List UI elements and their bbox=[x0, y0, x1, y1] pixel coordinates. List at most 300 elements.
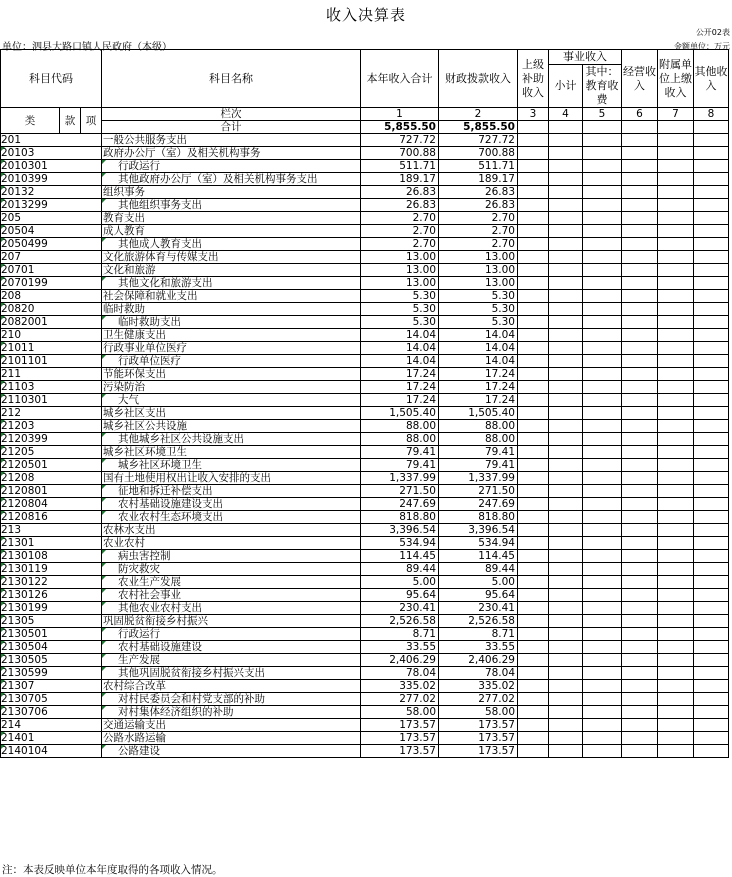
empty-cell bbox=[518, 472, 549, 485]
subject-code-cell: 2130126 bbox=[1, 589, 102, 602]
empty-cell bbox=[549, 576, 583, 589]
table-row bbox=[1, 186, 729, 199]
total-income-cell: 17.24 bbox=[361, 381, 439, 394]
subject-code-cell: 2120804 bbox=[1, 498, 102, 511]
empty-cell bbox=[658, 485, 694, 498]
empty-cell bbox=[622, 381, 658, 394]
table-row bbox=[1, 433, 729, 446]
empty-cell bbox=[549, 589, 583, 602]
table-row bbox=[1, 394, 729, 407]
empty-cell bbox=[549, 615, 583, 628]
empty-cell bbox=[549, 407, 583, 420]
total-income-cell: 511.71 bbox=[361, 160, 439, 173]
subject-code-cell: 21305 bbox=[1, 615, 102, 628]
subject-name-cell: 农业农村生态环境支出 bbox=[102, 511, 361, 524]
empty-cell bbox=[622, 212, 658, 225]
col-num: 5 bbox=[583, 108, 622, 121]
empty-cell bbox=[694, 745, 729, 758]
header-class: 类 bbox=[1, 108, 60, 134]
empty-cell bbox=[518, 225, 549, 238]
empty-cell bbox=[694, 485, 729, 498]
total-income-cell: 8.71 bbox=[361, 628, 439, 641]
subject-name-cell: 农村综合改革 bbox=[102, 680, 361, 693]
empty-cell bbox=[549, 485, 583, 498]
empty-cell bbox=[622, 355, 658, 368]
empty-cell bbox=[694, 446, 729, 459]
empty-cell bbox=[583, 121, 622, 134]
subject-code-cell: 21011 bbox=[1, 342, 102, 355]
empty-cell bbox=[694, 459, 729, 472]
fiscal-allocation-cell: 247.69 bbox=[439, 498, 518, 511]
empty-cell bbox=[658, 628, 694, 641]
empty-cell bbox=[694, 160, 729, 173]
empty-cell bbox=[549, 680, 583, 693]
subject-name-cell: 行政单位医疗 bbox=[102, 355, 361, 368]
empty-cell bbox=[583, 485, 622, 498]
table-row bbox=[1, 654, 729, 667]
empty-cell bbox=[658, 589, 694, 602]
empty-cell bbox=[583, 394, 622, 407]
subject-name-cell: 城乡社区公共设施 bbox=[102, 420, 361, 433]
subject-name-cell: 农村基础设施建设 bbox=[102, 641, 361, 654]
total-income-cell: 818.80 bbox=[361, 511, 439, 524]
table-row bbox=[1, 238, 729, 251]
header-education-fee: 其中：教育收费 bbox=[583, 65, 622, 108]
empty-cell bbox=[549, 472, 583, 485]
empty-cell bbox=[549, 654, 583, 667]
fiscal-allocation-cell: 17.24 bbox=[439, 368, 518, 381]
empty-cell bbox=[518, 186, 549, 199]
empty-cell bbox=[518, 303, 549, 316]
total-income-cell: 700.88 bbox=[361, 147, 439, 160]
empty-cell bbox=[622, 472, 658, 485]
empty-cell bbox=[549, 433, 583, 446]
empty-cell bbox=[658, 680, 694, 693]
unit-label: 单位：泗县大路口镇人民政府（本级） bbox=[2, 42, 172, 53]
empty-cell bbox=[518, 498, 549, 511]
total-income-cell: 5.00 bbox=[361, 576, 439, 589]
empty-cell bbox=[583, 407, 622, 420]
subject-name-cell: 社会保障和就业支出 bbox=[102, 290, 361, 303]
total-income-cell: 534.94 bbox=[361, 537, 439, 550]
empty-cell bbox=[583, 745, 622, 758]
empty-cell bbox=[518, 368, 549, 381]
subject-code-cell: 2130122 bbox=[1, 576, 102, 589]
empty-cell bbox=[583, 563, 622, 576]
empty-cell bbox=[622, 264, 658, 277]
empty-cell bbox=[694, 134, 729, 147]
empty-cell bbox=[549, 368, 583, 381]
fiscal-allocation-cell: 14.04 bbox=[439, 342, 518, 355]
subject-name-cell: 巩固脱贫衔接乡村振兴 bbox=[102, 615, 361, 628]
table-row bbox=[1, 277, 729, 290]
empty-cell bbox=[658, 199, 694, 212]
table-row bbox=[1, 355, 729, 368]
empty-cell bbox=[622, 563, 658, 576]
empty-cell bbox=[583, 498, 622, 511]
total-income-cell: 89.44 bbox=[361, 563, 439, 576]
table-row bbox=[1, 420, 729, 433]
subject-name-cell: 污染防治 bbox=[102, 381, 361, 394]
empty-cell bbox=[658, 355, 694, 368]
empty-cell bbox=[694, 407, 729, 420]
subject-name-cell: 征地和拆迁补偿支出 bbox=[102, 485, 361, 498]
fiscal-allocation-cell: 277.02 bbox=[439, 693, 518, 706]
subject-code-cell: 21205 bbox=[1, 446, 102, 459]
empty-cell bbox=[694, 602, 729, 615]
header-subject-name: 科目名称 bbox=[102, 50, 361, 108]
empty-cell bbox=[583, 368, 622, 381]
subject-name-cell: 行政运行 bbox=[102, 628, 361, 641]
total-income-cell: 727.72 bbox=[361, 134, 439, 147]
empty-cell bbox=[583, 199, 622, 212]
empty-cell bbox=[694, 290, 729, 303]
empty-cell bbox=[658, 160, 694, 173]
empty-cell bbox=[583, 420, 622, 433]
empty-cell bbox=[549, 199, 583, 212]
empty-cell bbox=[518, 576, 549, 589]
empty-cell bbox=[694, 615, 729, 628]
fiscal-allocation-cell: 534.94 bbox=[439, 537, 518, 550]
subject-code-cell: 2010301 bbox=[1, 160, 102, 173]
empty-cell bbox=[583, 446, 622, 459]
total-income-cell: 114.45 bbox=[361, 550, 439, 563]
total-income-cell: 26.83 bbox=[361, 199, 439, 212]
subject-code-cell: 21103 bbox=[1, 381, 102, 394]
total-income-cell: 230.41 bbox=[361, 602, 439, 615]
empty-cell bbox=[549, 251, 583, 264]
empty-cell bbox=[694, 693, 729, 706]
table-row bbox=[1, 693, 729, 706]
empty-cell bbox=[622, 745, 658, 758]
subject-name-cell: 临时救助支出 bbox=[102, 316, 361, 329]
subject-code-cell: 2120501 bbox=[1, 459, 102, 472]
empty-cell bbox=[518, 641, 549, 654]
empty-cell bbox=[658, 121, 694, 134]
empty-cell bbox=[518, 433, 549, 446]
subject-code-cell: 201 bbox=[1, 134, 102, 147]
empty-cell bbox=[549, 238, 583, 251]
empty-cell bbox=[694, 238, 729, 251]
table-row bbox=[1, 147, 729, 160]
total-income-cell: 88.00 bbox=[361, 420, 439, 433]
empty-cell bbox=[622, 537, 658, 550]
empty-cell bbox=[622, 511, 658, 524]
fiscal-allocation-cell: 818.80 bbox=[439, 511, 518, 524]
empty-cell bbox=[549, 706, 583, 719]
empty-cell bbox=[549, 290, 583, 303]
subject-name-cell: 组织事务 bbox=[102, 186, 361, 199]
empty-cell bbox=[518, 511, 549, 524]
total-income-cell: 17.24 bbox=[361, 368, 439, 381]
col-num: 6 bbox=[622, 108, 658, 121]
empty-cell bbox=[518, 745, 549, 758]
empty-cell bbox=[549, 641, 583, 654]
subject-code-cell: 211 bbox=[1, 368, 102, 381]
fiscal-allocation-cell: 78.04 bbox=[439, 667, 518, 680]
table-row bbox=[1, 316, 729, 329]
table-row bbox=[1, 446, 729, 459]
empty-cell bbox=[622, 316, 658, 329]
empty-cell bbox=[694, 498, 729, 511]
subject-code-cell: 21208 bbox=[1, 472, 102, 485]
fiscal-allocation-cell: 95.64 bbox=[439, 589, 518, 602]
subject-code-cell: 20103 bbox=[1, 147, 102, 160]
fiscal-allocation-cell: 1,505.40 bbox=[439, 407, 518, 420]
empty-cell bbox=[549, 160, 583, 173]
table-row bbox=[1, 589, 729, 602]
subject-code-cell: 21203 bbox=[1, 420, 102, 433]
fiscal-allocation-cell: 1,337.99 bbox=[439, 472, 518, 485]
empty-cell bbox=[518, 160, 549, 173]
total-income-cell: 33.55 bbox=[361, 641, 439, 654]
empty-cell bbox=[549, 459, 583, 472]
empty-cell bbox=[583, 680, 622, 693]
fiscal-allocation-cell: 17.24 bbox=[439, 394, 518, 407]
empty-cell bbox=[622, 134, 658, 147]
empty-cell bbox=[658, 654, 694, 667]
empty-cell bbox=[622, 654, 658, 667]
empty-cell bbox=[658, 667, 694, 680]
empty-cell bbox=[583, 719, 622, 732]
fiscal-allocation-cell: 2.70 bbox=[439, 225, 518, 238]
empty-cell bbox=[622, 615, 658, 628]
empty-cell bbox=[549, 329, 583, 342]
fiscal-allocation-cell: 26.83 bbox=[439, 186, 518, 199]
empty-cell bbox=[583, 303, 622, 316]
empty-cell bbox=[694, 251, 729, 264]
table-row bbox=[1, 667, 729, 680]
empty-cell bbox=[518, 667, 549, 680]
table-row bbox=[1, 615, 729, 628]
subject-code-cell: 2120816 bbox=[1, 511, 102, 524]
empty-cell bbox=[622, 407, 658, 420]
table-row bbox=[1, 537, 729, 550]
header-subtotal: 小计 bbox=[549, 65, 583, 108]
empty-cell bbox=[518, 459, 549, 472]
subject-name-cell: 文化和旅游 bbox=[102, 264, 361, 277]
table-row bbox=[1, 472, 729, 485]
total-income-cell: 2.70 bbox=[361, 212, 439, 225]
subject-code-cell: 21401 bbox=[1, 732, 102, 745]
total-income-cell: 189.17 bbox=[361, 173, 439, 186]
subject-code-cell: 20132 bbox=[1, 186, 102, 199]
table-row bbox=[1, 524, 729, 537]
subject-code-cell: 2120801 bbox=[1, 485, 102, 498]
empty-cell bbox=[518, 316, 549, 329]
col-num: 1 bbox=[361, 108, 439, 121]
empty-cell bbox=[518, 199, 549, 212]
empty-cell bbox=[583, 277, 622, 290]
subject-name-cell: 行政事业单位医疗 bbox=[102, 342, 361, 355]
total-income-cell: 14.04 bbox=[361, 342, 439, 355]
empty-cell bbox=[518, 602, 549, 615]
subject-code-cell: 2010399 bbox=[1, 173, 102, 186]
fiscal-allocation-cell: 173.57 bbox=[439, 719, 518, 732]
table-row bbox=[1, 303, 729, 316]
table-row bbox=[1, 628, 729, 641]
empty-cell bbox=[622, 667, 658, 680]
empty-cell bbox=[622, 550, 658, 563]
empty-cell bbox=[583, 667, 622, 680]
empty-cell bbox=[694, 368, 729, 381]
total-income-cell: 3,396.54 bbox=[361, 524, 439, 537]
subject-code-cell: 2140104 bbox=[1, 745, 102, 758]
empty-cell bbox=[658, 459, 694, 472]
empty-cell bbox=[549, 186, 583, 199]
subject-name-cell: 公路建设 bbox=[102, 745, 361, 758]
empty-cell bbox=[583, 511, 622, 524]
empty-cell bbox=[658, 394, 694, 407]
empty-cell bbox=[549, 303, 583, 316]
subject-name-cell: 教育支出 bbox=[102, 212, 361, 225]
header-other-income: 其他收入 bbox=[694, 50, 729, 108]
empty-cell bbox=[583, 212, 622, 225]
empty-cell bbox=[694, 550, 729, 563]
table-row bbox=[1, 576, 729, 589]
header-section: 款 bbox=[60, 108, 81, 134]
empty-cell bbox=[658, 719, 694, 732]
subject-name-cell: 节能环保支出 bbox=[102, 368, 361, 381]
subject-code-cell: 2130119 bbox=[1, 563, 102, 576]
empty-cell bbox=[622, 641, 658, 654]
empty-cell bbox=[694, 576, 729, 589]
fiscal-allocation-cell: 5.30 bbox=[439, 316, 518, 329]
empty-cell bbox=[694, 199, 729, 212]
header-business-income: 事业收入 bbox=[549, 50, 622, 65]
empty-cell bbox=[583, 589, 622, 602]
table-row bbox=[1, 251, 729, 264]
empty-cell bbox=[658, 134, 694, 147]
subject-code-cell: 20701 bbox=[1, 264, 102, 277]
empty-cell bbox=[658, 238, 694, 251]
subject-code-cell: 2120399 bbox=[1, 433, 102, 446]
total-income-cell: 14.04 bbox=[361, 355, 439, 368]
empty-cell bbox=[694, 654, 729, 667]
empty-cell bbox=[549, 173, 583, 186]
empty-cell bbox=[583, 238, 622, 251]
header-affiliated-income: 附属单位上缴收入 bbox=[658, 50, 694, 108]
subject-name-cell: 成人教育 bbox=[102, 225, 361, 238]
empty-cell bbox=[518, 212, 549, 225]
col-num: 7 bbox=[658, 108, 694, 121]
empty-cell bbox=[694, 641, 729, 654]
empty-cell bbox=[658, 732, 694, 745]
empty-cell bbox=[658, 407, 694, 420]
empty-cell bbox=[622, 693, 658, 706]
empty-cell bbox=[583, 225, 622, 238]
empty-cell bbox=[658, 524, 694, 537]
empty-cell bbox=[549, 719, 583, 732]
total-income-cell: 5.30 bbox=[361, 303, 439, 316]
subject-name-cell: 其他组织事务支出 bbox=[102, 199, 361, 212]
fiscal-allocation-cell: 5.30 bbox=[439, 290, 518, 303]
table-row bbox=[1, 264, 729, 277]
subject-name-cell: 文化旅游体育与传媒支出 bbox=[102, 251, 361, 264]
header-item: 项 bbox=[81, 108, 102, 134]
income-table bbox=[0, 49, 729, 758]
empty-cell bbox=[583, 628, 622, 641]
fiscal-allocation-cell: 17.24 bbox=[439, 381, 518, 394]
empty-cell bbox=[518, 693, 549, 706]
subject-code-cell: 2070199 bbox=[1, 277, 102, 290]
empty-cell bbox=[583, 459, 622, 472]
table-row bbox=[1, 485, 729, 498]
empty-cell bbox=[622, 732, 658, 745]
empty-cell bbox=[518, 654, 549, 667]
empty-cell bbox=[518, 706, 549, 719]
subject-code-cell: 2101101 bbox=[1, 355, 102, 368]
empty-cell bbox=[622, 420, 658, 433]
empty-cell bbox=[622, 225, 658, 238]
total-income-cell: 2,526.58 bbox=[361, 615, 439, 628]
total-income-cell: 173.57 bbox=[361, 732, 439, 745]
empty-cell bbox=[622, 199, 658, 212]
subject-code-cell: 21307 bbox=[1, 680, 102, 693]
subject-code-cell: 2130504 bbox=[1, 641, 102, 654]
empty-cell bbox=[518, 264, 549, 277]
total-income-cell: 79.41 bbox=[361, 446, 439, 459]
empty-cell bbox=[549, 264, 583, 277]
empty-cell bbox=[583, 576, 622, 589]
fiscal-allocation-cell: 189.17 bbox=[439, 173, 518, 186]
empty-cell bbox=[583, 706, 622, 719]
empty-cell bbox=[583, 472, 622, 485]
empty-cell bbox=[518, 342, 549, 355]
fiscal-allocation-cell: 88.00 bbox=[439, 433, 518, 446]
table-row bbox=[1, 212, 729, 225]
total-income-cell: 26.83 bbox=[361, 186, 439, 199]
subject-name-cell: 行政运行 bbox=[102, 160, 361, 173]
fiscal-allocation-cell: 230.41 bbox=[439, 602, 518, 615]
empty-cell bbox=[518, 524, 549, 537]
fiscal-allocation-cell: 335.02 bbox=[439, 680, 518, 693]
subject-name-cell: 农村社会事业 bbox=[102, 589, 361, 602]
subject-code-cell: 21301 bbox=[1, 537, 102, 550]
empty-cell bbox=[518, 355, 549, 368]
table-row bbox=[1, 680, 729, 693]
empty-cell bbox=[518, 446, 549, 459]
total-income-cell: 277.02 bbox=[361, 693, 439, 706]
empty-cell bbox=[518, 238, 549, 251]
empty-cell bbox=[622, 628, 658, 641]
empty-cell bbox=[694, 381, 729, 394]
total-income-cell: 58.00 bbox=[361, 706, 439, 719]
empty-cell bbox=[549, 394, 583, 407]
subject-code-cell: 213 bbox=[1, 524, 102, 537]
total-income-cell: 2.70 bbox=[361, 238, 439, 251]
empty-cell bbox=[583, 290, 622, 303]
table-row bbox=[1, 368, 729, 381]
fiscal-allocation-cell: 88.00 bbox=[439, 420, 518, 433]
subject-name-cell: 政府办公厅（室）及相关机构事务 bbox=[102, 147, 361, 160]
empty-cell bbox=[622, 459, 658, 472]
empty-cell bbox=[583, 342, 622, 355]
fiscal-allocation-cell: 2,526.58 bbox=[439, 615, 518, 628]
subject-code-cell: 2130706 bbox=[1, 706, 102, 719]
empty-cell bbox=[658, 433, 694, 446]
empty-cell bbox=[583, 316, 622, 329]
empty-cell bbox=[694, 628, 729, 641]
table-row bbox=[1, 381, 729, 394]
empty-cell bbox=[658, 381, 694, 394]
total-income-sum: 5,855.50 bbox=[361, 121, 439, 134]
empty-cell bbox=[583, 654, 622, 667]
subject-code-cell: 2130108 bbox=[1, 550, 102, 563]
empty-cell bbox=[622, 576, 658, 589]
total-income-cell: 247.69 bbox=[361, 498, 439, 511]
fiscal-allocation-cell: 58.00 bbox=[439, 706, 518, 719]
